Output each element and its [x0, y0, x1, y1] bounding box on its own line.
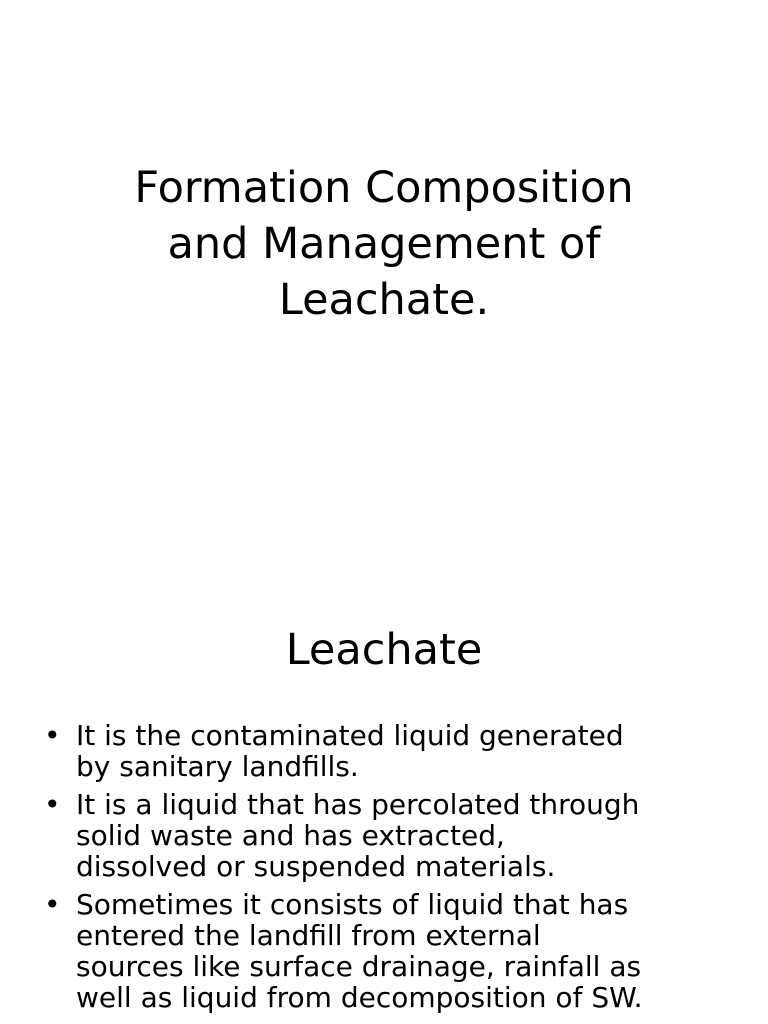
- slide-title: Leachate: [285, 625, 483, 675]
- bullet-text-line: well as liquid from decomposition of SW.: [76, 981, 643, 1014]
- bullet-item: [0, 889, 768, 1013]
- bullet-icon: •: [44, 788, 61, 821]
- bullet-text-line: solid waste and has extracted,: [76, 819, 505, 852]
- bullet-list: [0, 720, 768, 1020]
- leachate-slide: [0, 576, 768, 1024]
- title-line: Leachate.: [278, 275, 490, 325]
- bullet-text-line: It is the contaminated liquid generated: [76, 719, 624, 752]
- bullet-text-line: dissolved or suspended materials.: [76, 850, 556, 883]
- bullet-item: [0, 720, 768, 782]
- title-line: Formation Composition: [134, 163, 634, 213]
- bullet-text-line: sources like surface drainage, rainfall as: [76, 950, 642, 983]
- bullet-icon: •: [44, 719, 61, 752]
- presentation-title: [64, 160, 704, 328]
- title-line: and Management of: [167, 219, 601, 269]
- bullet-text-line: by sanitary landfills.: [76, 750, 359, 783]
- bullet-item: [0, 789, 768, 882]
- bullet-text-line: entered the landfill from external: [76, 919, 541, 952]
- bullet-text-line: It is a liquid that has percolated through: [76, 788, 640, 821]
- bullet-text-line: Sometimes it consists of liquid that has: [76, 888, 629, 921]
- bullet-icon: •: [44, 888, 61, 921]
